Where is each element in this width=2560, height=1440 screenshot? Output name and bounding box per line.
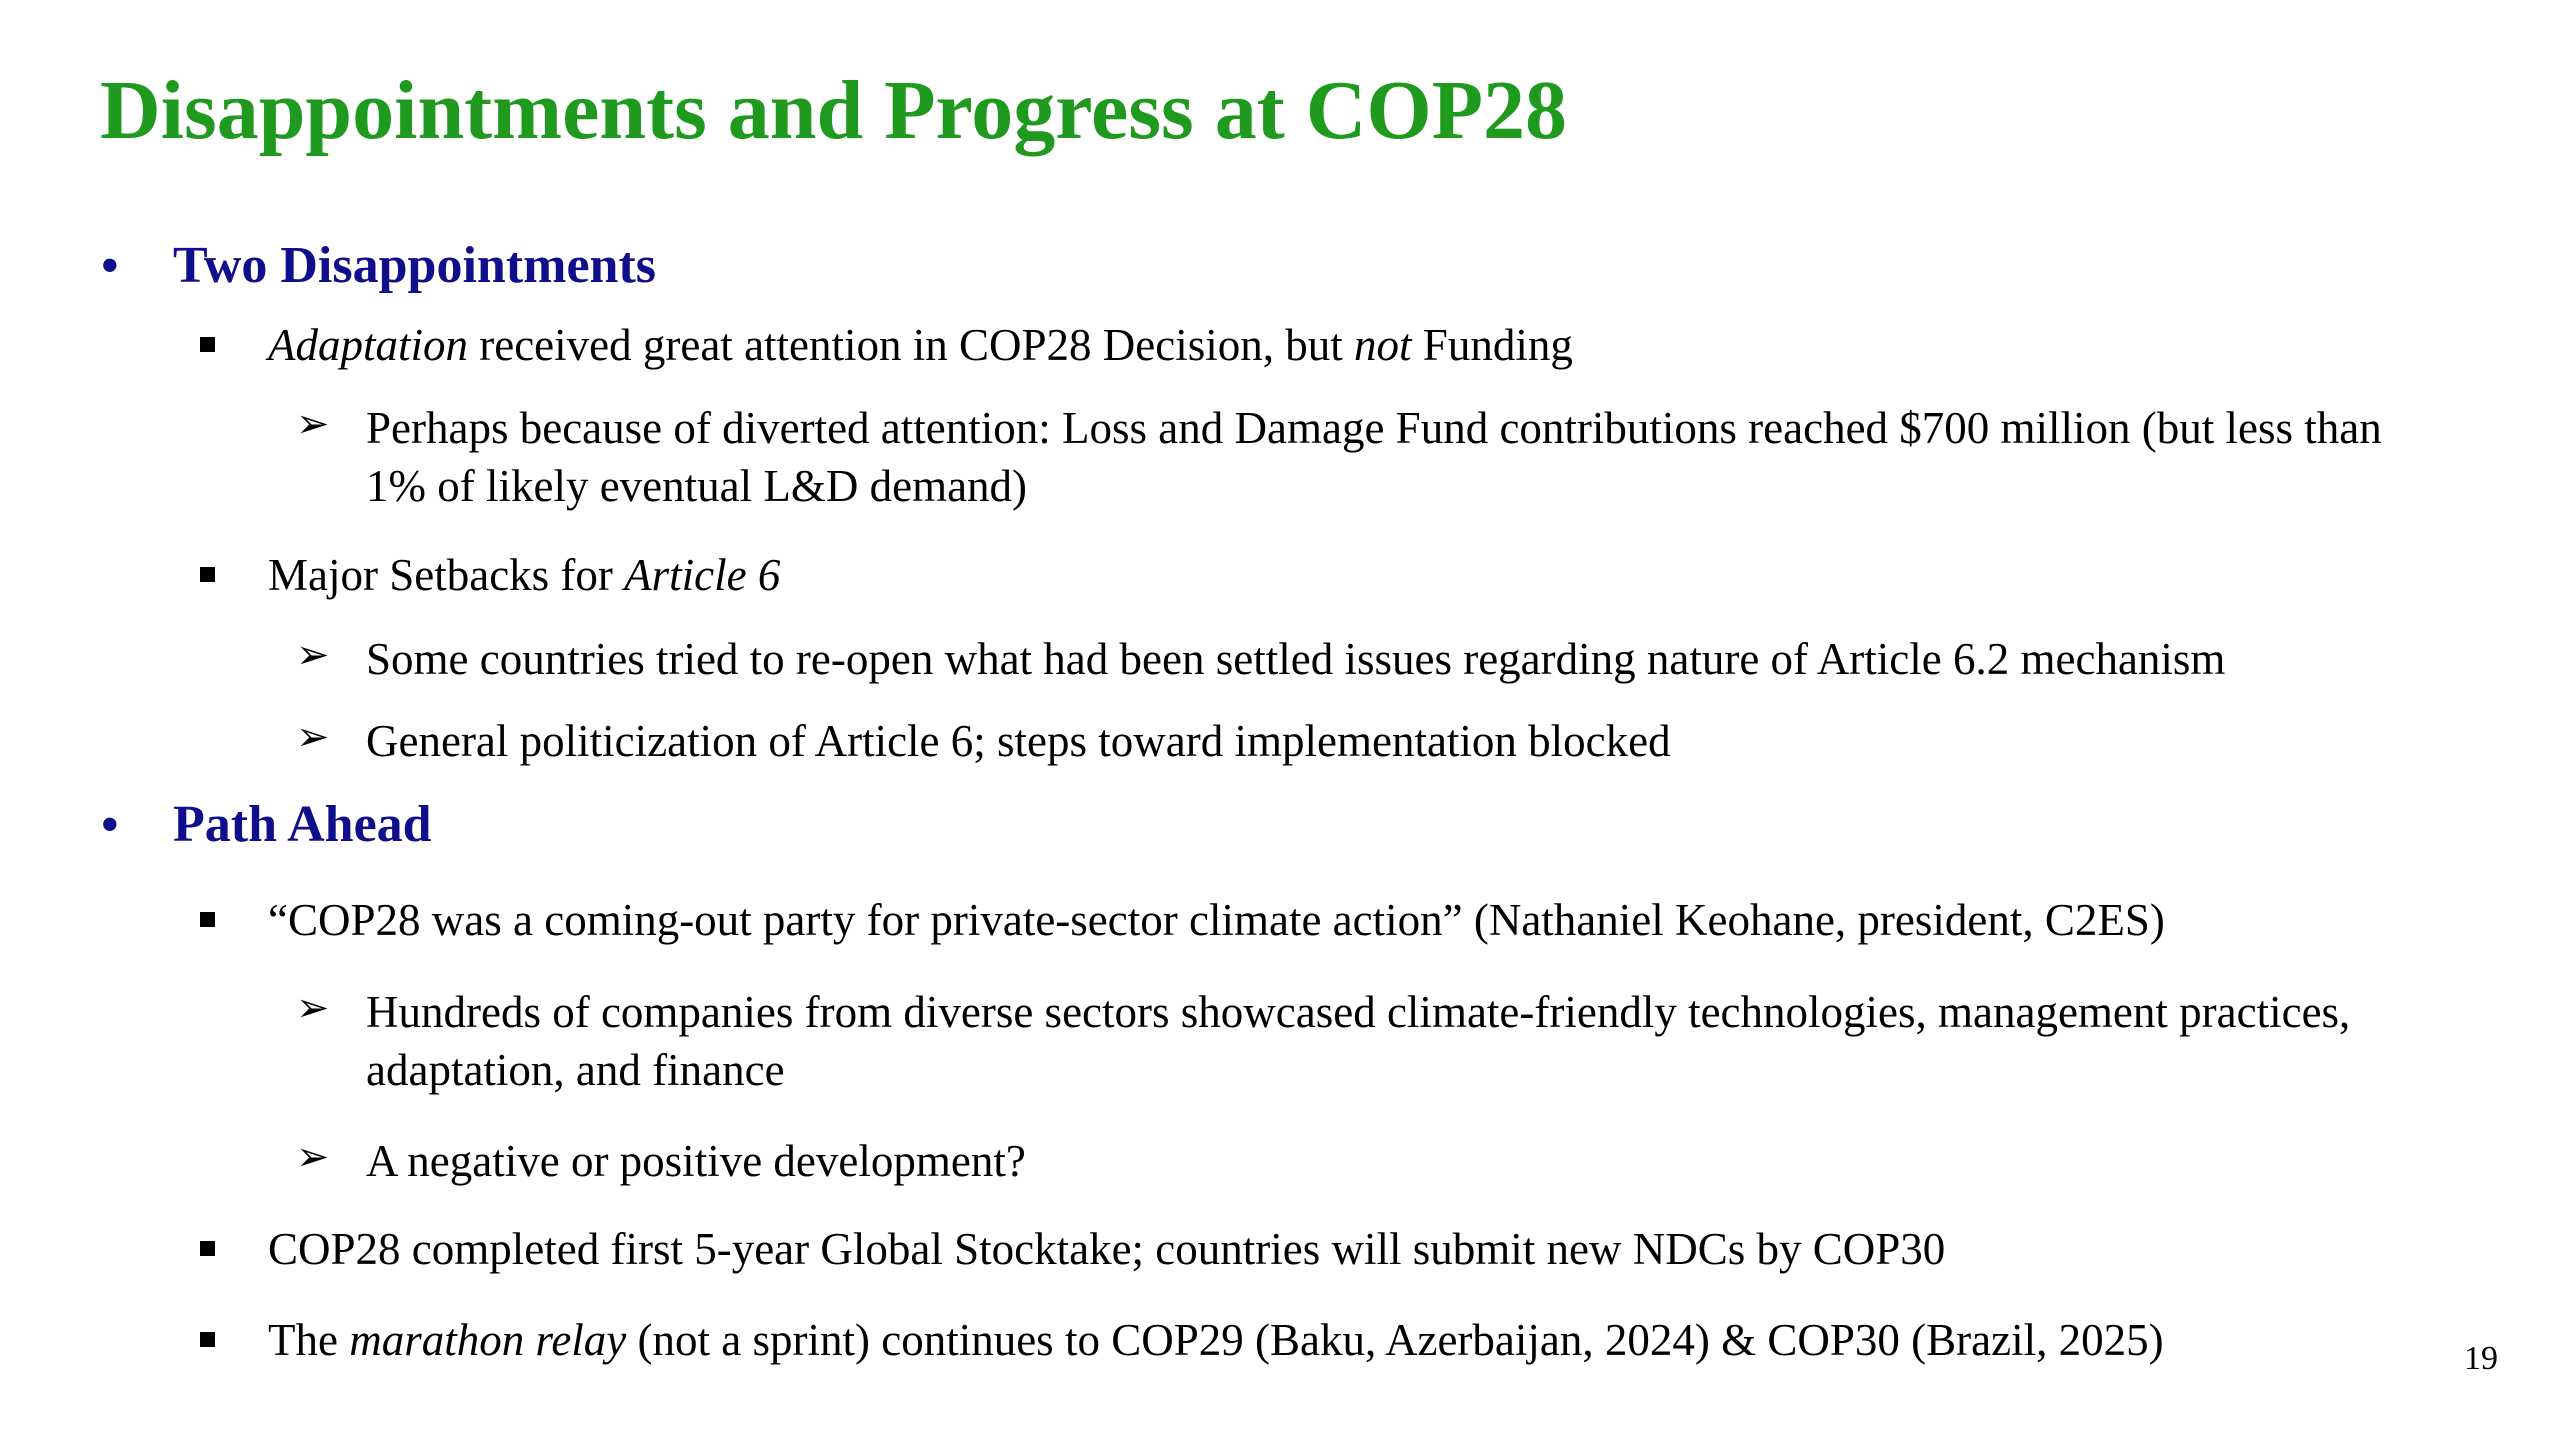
arrow-bullet-icon: ➢	[296, 632, 330, 677]
slide-title: Disappointments and Progress at COP28	[100, 64, 1568, 157]
sub-bullet-item: Perhaps because of diverted attention: Loss and Damage Fund contributions reached $700 million (but less than 1% of likely eventual L&D demand)	[366, 403, 2382, 511]
section-heading: Path Ahead	[173, 796, 432, 853]
section-heading: Two Disappointments	[173, 237, 657, 294]
bullet-item: COP28 completed first 5-year Global Stocktake; countries will submit new NDCs by COP30	[268, 1224, 1946, 1274]
square-bullet-icon	[200, 567, 215, 582]
bullet-item: Adaptation received great attention in COP28 Decision, but not Funding	[268, 320, 1573, 370]
arrow-bullet-icon: ➢	[296, 985, 330, 1030]
bullet-item: Major Setbacks for Article 6	[268, 550, 781, 600]
sub-bullet-item: Hundreds of companies from diverse sectors showcased climate-friendly technologies, management practices, adaptation, and finance	[366, 987, 2351, 1095]
arrow-bullet-icon: ➢	[296, 714, 330, 759]
level1-bullet-icon: •	[100, 235, 120, 297]
bullet-item: The marathon relay (not a sprint) continues to COP29 (Baku, Azerbaijan, 2024) & COP30 (Brazil, 2025)	[268, 1315, 2164, 1365]
sub-bullet-item: Some countries tried to re-open what had been settled issues regarding nature of Article 6.2 mechanism	[366, 634, 2226, 684]
level1-bullet-icon: •	[100, 794, 120, 856]
arrow-bullet-icon: ➢	[296, 1134, 330, 1179]
sub-bullet-item: A negative or positive development?	[366, 1136, 1026, 1186]
arrow-bullet-icon: ➢	[296, 401, 330, 446]
page-number: 19	[2464, 1340, 2498, 1377]
square-bullet-icon	[200, 1332, 215, 1347]
square-bullet-icon	[200, 912, 215, 927]
square-bullet-icon	[200, 337, 215, 352]
sub-bullet-item: General politicization of Article 6; steps toward implementation blocked	[366, 716, 1671, 766]
bullet-item: “COP28 was a coming-out party for private-sector climate action” (Nathaniel Keohane, president, C2ES)	[268, 895, 2165, 945]
square-bullet-icon	[200, 1241, 215, 1256]
